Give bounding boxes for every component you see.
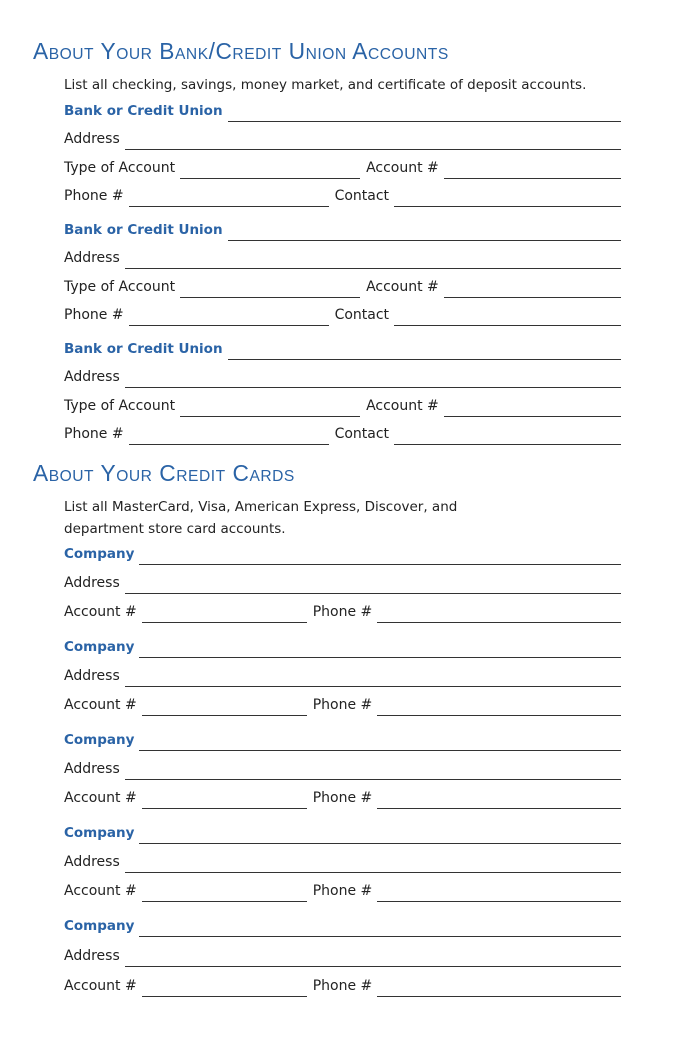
cards-section-intro-line1: List all MasterCard, Visa, American Express, Discover, and [64,499,458,515]
phone-field[interactable] [377,807,621,809]
address-label: Address [64,854,120,870]
bank-phone-contact-row [64,306,621,326]
card-company-row [64,731,621,751]
card-address-row [64,574,621,594]
account-field[interactable] [142,900,307,902]
type-label: Type of Account [64,160,176,176]
card-company-row [64,638,621,658]
type-field[interactable] [180,296,360,298]
account-label: Account # [64,883,137,899]
address-field[interactable] [125,685,621,687]
phone-field[interactable] [377,900,621,902]
card-company-row [64,917,621,937]
bank-address-row [64,249,621,269]
company-field[interactable] [139,749,621,751]
address-label: Address [64,668,120,684]
type-field[interactable] [180,177,360,179]
address-label: Address [64,250,120,266]
address-label: Address [64,761,120,777]
contact-label: Contact [334,426,390,442]
address-label: Address [64,575,120,591]
type-label: Type of Account [64,398,176,414]
phone-label: Phone # [312,790,373,806]
account-label: Account # [64,697,137,713]
address-field[interactable] [125,386,621,388]
account-field[interactable] [142,621,307,623]
cards-section-intro-line2: department store card accounts. [64,521,286,537]
card-account-phone-row [64,882,621,902]
card-company-row [64,824,621,844]
bank-type-account-row [64,159,621,179]
company-label: Company [64,639,135,655]
institution-field[interactable] [228,358,621,360]
account-field[interactable] [444,415,621,417]
phone-field[interactable] [129,443,329,445]
card-account-phone-row [64,696,621,716]
card-address-row [64,853,621,873]
card-account-phone-row [64,603,621,623]
company-field[interactable] [139,563,621,565]
address-field[interactable] [125,267,621,269]
bank-institution-row [64,340,621,360]
address-label: Address [64,131,120,147]
contact-label: Contact [334,188,390,204]
account-label: Account # [64,790,137,806]
company-label: Company [64,918,135,934]
phone-label: Phone # [64,426,124,442]
company-label: Company [64,825,135,841]
bank-institution-row [64,102,621,122]
account-label: Account # [64,604,137,620]
company-field[interactable] [139,935,621,937]
cards-section-title: About Your Credit Cards [33,460,295,486]
contact-field[interactable] [394,205,621,207]
account-label: Account # [366,279,439,295]
card-company-row [64,545,621,565]
address-field[interactable] [125,965,621,967]
card-account-phone-row [64,977,621,997]
bank-section-title: About Your Bank/Credit Union Accounts [33,38,449,64]
institution-label: Bank or Credit Union [64,103,223,119]
account-field[interactable] [444,177,621,179]
company-field[interactable] [139,842,621,844]
type-field[interactable] [180,415,360,417]
card-address-row [64,667,621,687]
institution-label: Bank or Credit Union [64,341,223,357]
contact-field[interactable] [394,324,621,326]
phone-label: Phone # [312,697,373,713]
institution-label: Bank or Credit Union [64,222,223,238]
contact-label: Contact [334,307,390,323]
phone-label: Phone # [64,188,124,204]
account-label: Account # [366,160,439,176]
phone-field[interactable] [377,714,621,716]
bank-phone-contact-row [64,425,621,445]
account-field[interactable] [444,296,621,298]
phone-label: Phone # [312,604,373,620]
account-field[interactable] [142,995,307,997]
bank-type-account-row [64,397,621,417]
address-field[interactable] [125,148,621,150]
bank-type-account-row [64,278,621,298]
card-account-phone-row [64,789,621,809]
phone-field[interactable] [129,205,329,207]
address-field[interactable] [125,592,621,594]
bank-address-row [64,368,621,388]
account-label: Account # [366,398,439,414]
contact-field[interactable] [394,443,621,445]
phone-field[interactable] [129,324,329,326]
bank-institution-row [64,221,621,241]
type-label: Type of Account [64,279,176,295]
bank-address-row [64,130,621,150]
phone-label: Phone # [64,307,124,323]
account-field[interactable] [142,807,307,809]
phone-field[interactable] [377,621,621,623]
phone-label: Phone # [312,883,373,899]
card-address-row [64,947,621,967]
bank-phone-contact-row [64,187,621,207]
company-label: Company [64,546,135,562]
address-label: Address [64,948,120,964]
institution-field[interactable] [228,120,621,122]
address-field[interactable] [125,778,621,780]
company-label: Company [64,732,135,748]
address-field[interactable] [125,871,621,873]
phone-field[interactable] [377,995,621,997]
account-field[interactable] [142,714,307,716]
phone-label: Phone # [312,978,373,994]
card-address-row [64,760,621,780]
institution-field[interactable] [228,239,621,241]
address-label: Address [64,369,120,385]
bank-section-intro: List all checking, savings, money market, and certificate of deposit accounts. [64,77,587,93]
company-field[interactable] [139,656,621,658]
account-label: Account # [64,978,137,994]
